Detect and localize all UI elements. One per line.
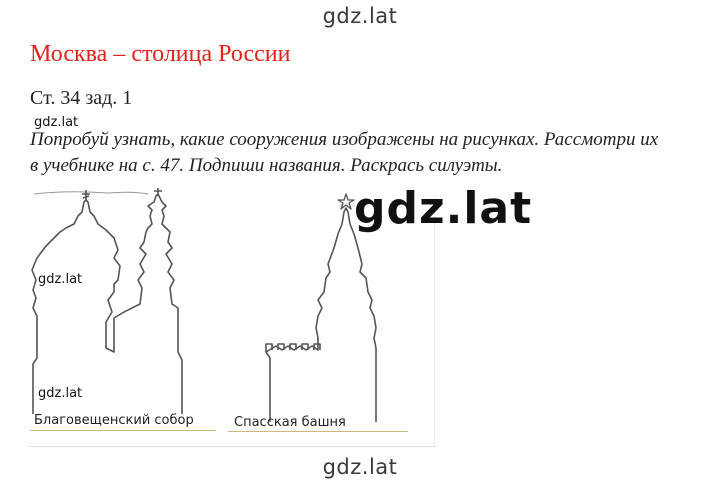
task-text-line-1: Попробуй узнать, какие сооружения изображены на рисунках. Рассмотри их	[30, 129, 659, 150]
task-reference: Ст. 34 зад. 1	[30, 87, 133, 109]
watermark-top: gdz.lat	[322, 4, 398, 28]
page-title: Москва – столица России	[30, 41, 291, 67]
watermark-big: gdz.lat	[354, 183, 533, 234]
caption-annunciation-cathedral: Благовещенский собор	[34, 413, 194, 428]
task-text	[30, 127, 710, 179]
scan-remnant	[34, 192, 148, 194]
watermark-small-3: gdz.lat	[38, 386, 83, 401]
caption-spasskaya-tower: Спасская башня	[234, 415, 346, 430]
watermark-small-1: gdz.lat	[34, 115, 79, 130]
tower-silhouette	[266, 208, 376, 422]
task-text-line-2: в учебнике на с. 47. Подпиши названия. Раскрась силуэты.	[30, 155, 503, 176]
frame-bottom-edge	[28, 446, 436, 447]
caption-underline-left	[30, 430, 216, 431]
tower-star	[338, 194, 354, 209]
caption-underline-right	[228, 431, 408, 432]
cathedral-silhouette	[32, 194, 182, 414]
watermark-small-2: gdz.lat	[38, 272, 83, 287]
cathedral-cross-right	[154, 188, 162, 196]
watermark-bottom: gdz.lat	[322, 455, 398, 479]
